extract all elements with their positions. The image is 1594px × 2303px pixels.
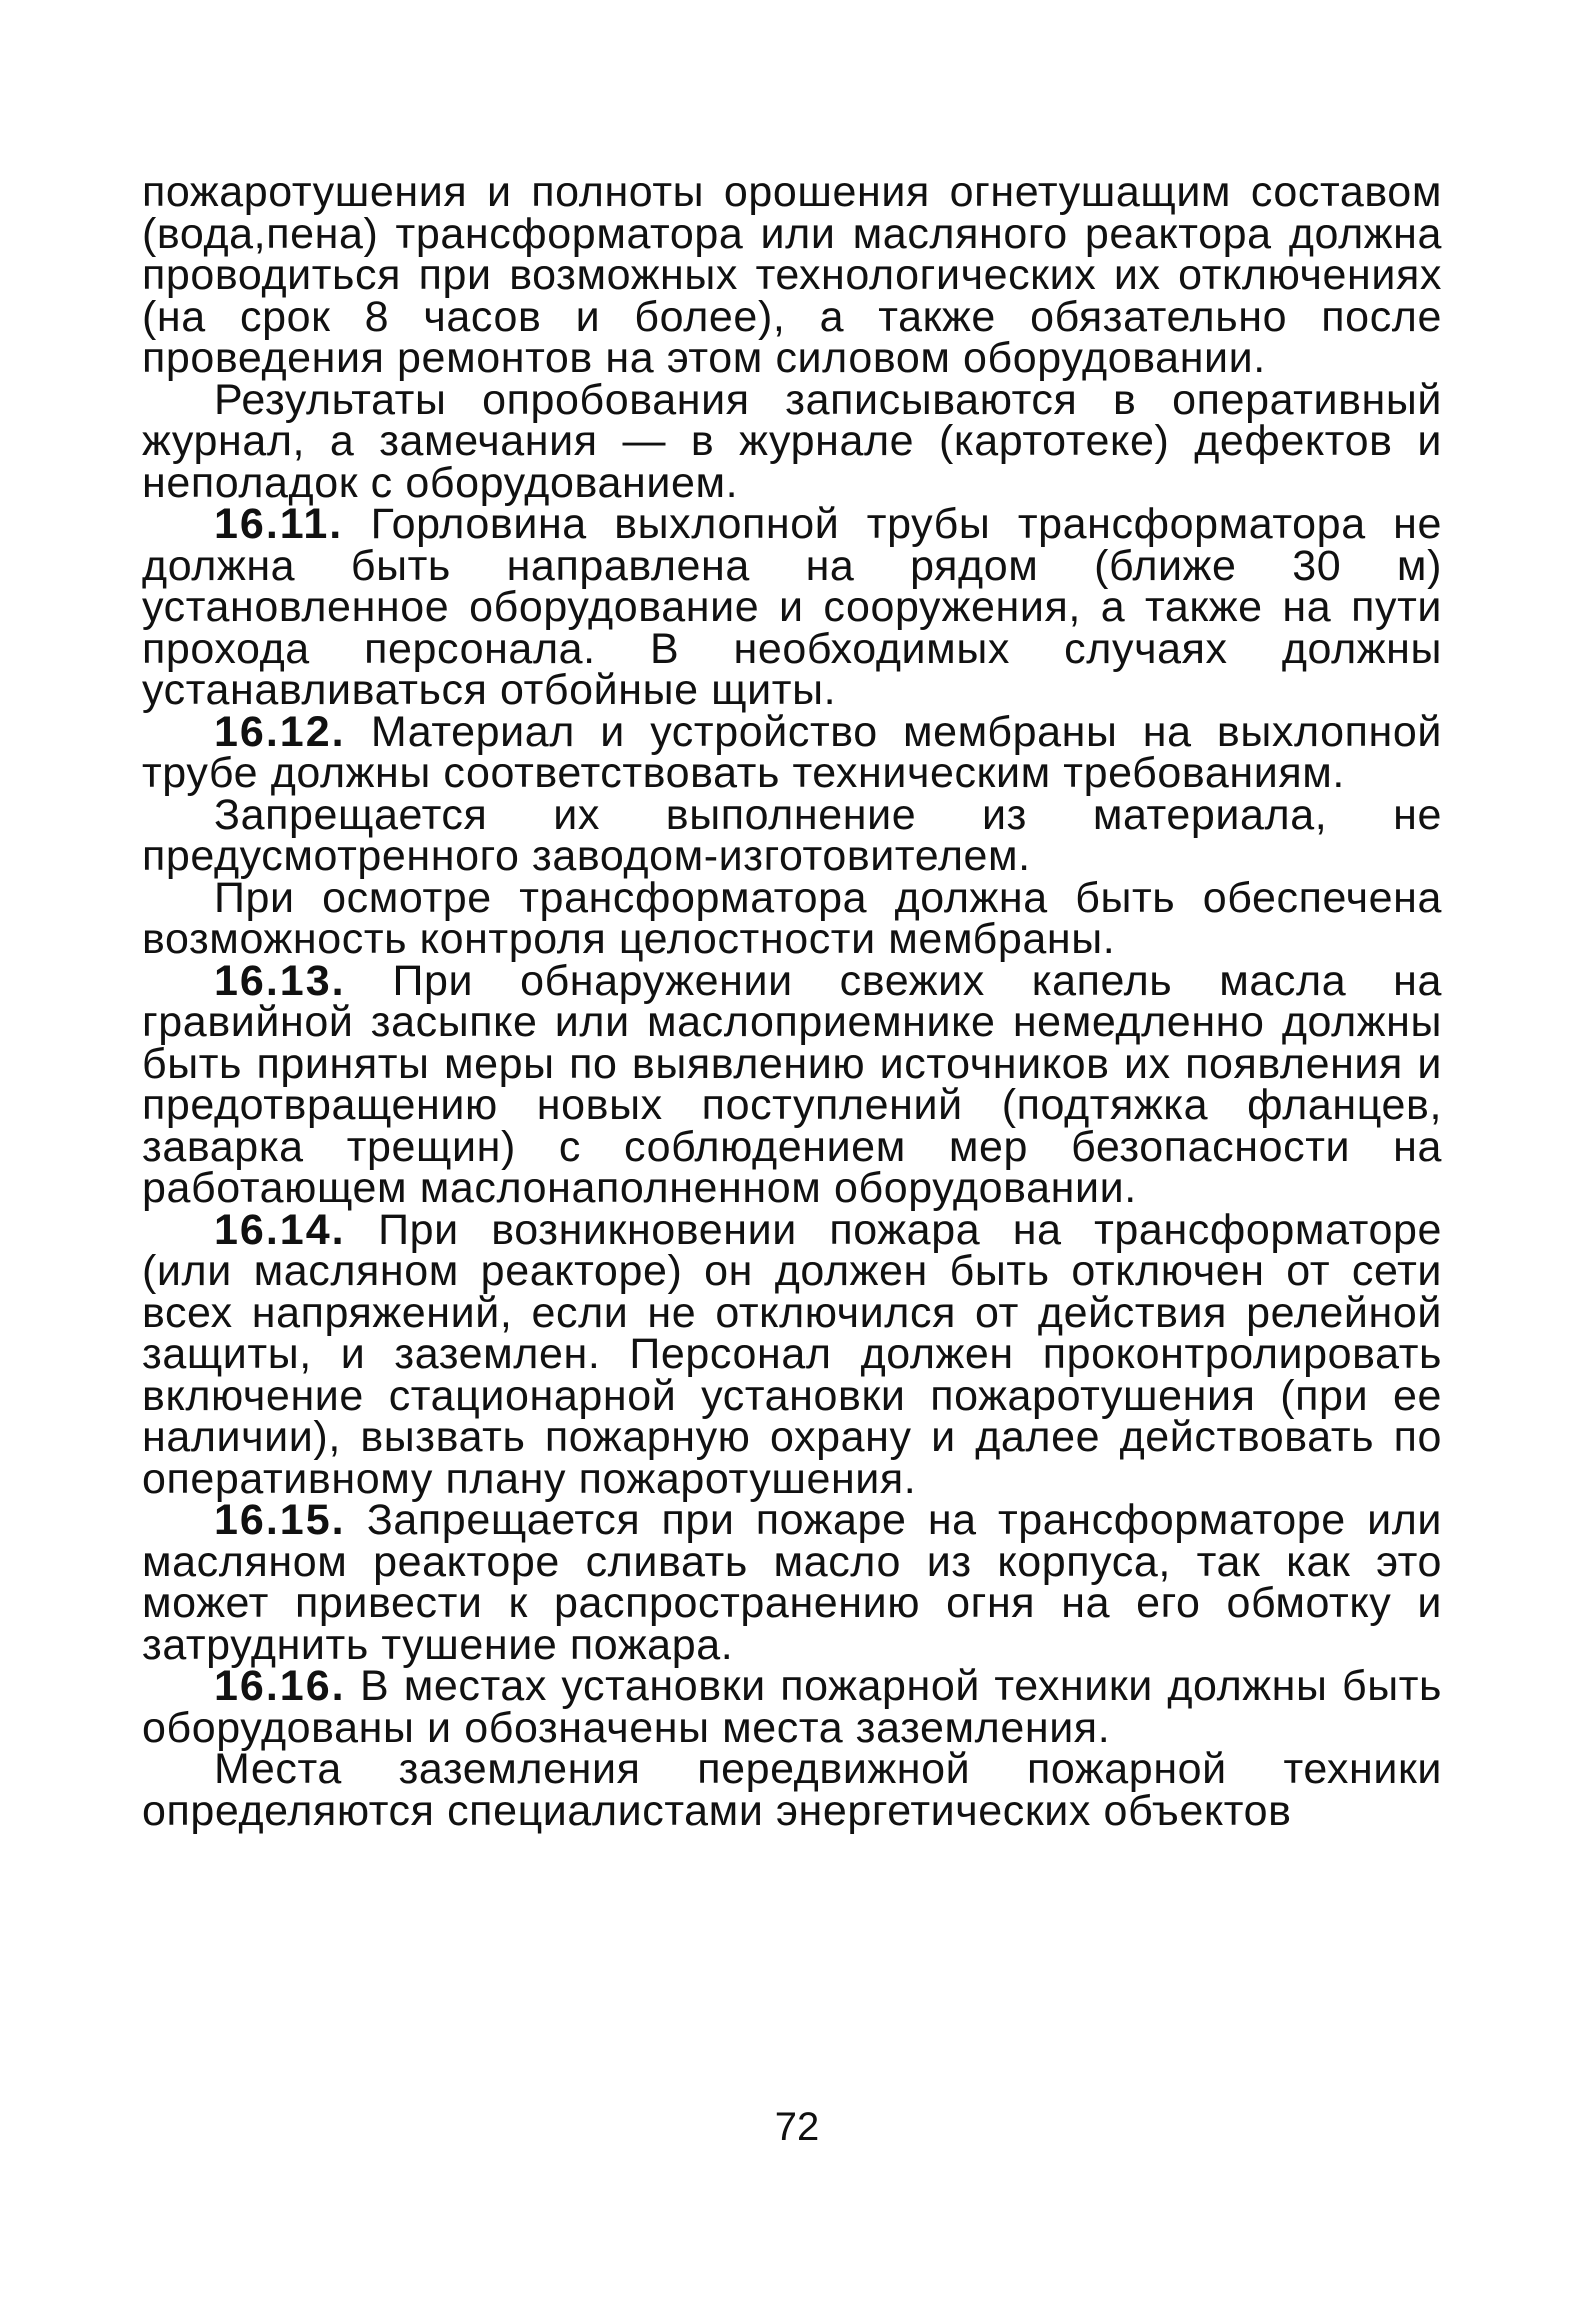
paragraph-text: Горловина выхлопной трубы трансформатора не должна быть направлена на рядом (ближе 30 м) установленное оборудование и сооружения, а также на пути прохода персонала. В необходимых случаях должны устанавливаться отбойные щиты. — [142, 500, 1443, 714]
paragraph-text: При обнаружении свежих капель масла на гравийной засыпке или маслоприемнике немедленно должны быть приняты меры по выявлению источников их появления и предотвращению новых поступлений (подтяжка фланцев, заварка трещин) с соблюдением мер безопасности на работающем маслонаполненном оборудовании. — [142, 956, 1443, 1212]
paragraph — [142, 873, 1442, 963]
paragraph-text: При осмотре трансформатора должна быть обеспечена возможность контроля целостности мембраны. — [142, 873, 1442, 963]
paragraph-continuation — [142, 168, 1442, 382]
paragraph-16-13 — [142, 956, 1443, 1212]
paragraph-16-16 — [142, 1662, 1442, 1752]
page-number: 72 — [774, 2105, 820, 2149]
paragraph-number: 16.12. — [214, 707, 346, 756]
paragraph-16-14 — [142, 1205, 1442, 1503]
paragraph-text: Места заземления передвижной пожарной техники определяются специалистами энергетических объектов — [142, 1745, 1442, 1835]
paragraph-number: 16.16. — [214, 1662, 346, 1710]
paragraph-16-11 — [142, 500, 1443, 714]
paragraph — [142, 1745, 1442, 1835]
paragraph-16-12 — [142, 707, 1443, 797]
paragraph-text: Результаты опробования записываются в оперативный журнал, а замечания — в журнале (картотеке) дефектов и неполадок с оборудованием. — [142, 375, 1442, 507]
paragraph — [142, 790, 1442, 880]
paragraph-text: Запрещается при пожаре на трансформаторе или масляном реакторе сливать масло из корпуса, так как это может привести к распространению огня на его обмотку и затруднить тушение пожара. — [142, 1496, 1443, 1669]
paragraph — [142, 375, 1442, 507]
paragraph-number: 16.15. — [214, 1496, 346, 1544]
paragraph-number: 16.11. — [214, 500, 344, 548]
paragraph-text: Материал и устройство мембраны на выхлопной трубе должны соответствовать техническим требованиям. — [142, 707, 1443, 797]
paragraph-text: При возникновении пожара на трансформаторе (или масляном реакторе) он должен быть отключен от сети всех напряжений, если не отключился от действия релейной защиты, и заземлен. Персонал должен проконтролировать включение стационарной установки пожаротушения (при ее наличии), вызвать пожарную охрану и далее действовать по оперативному плану пожаротушения. — [142, 1205, 1442, 1503]
page-body — [142, 168, 1443, 1835]
paragraph-text: Запрещается их выполнение из материала, не предусмотренного заводом-изготовителем. — [142, 790, 1442, 880]
paragraph-number: 16.13. — [214, 956, 346, 1005]
paragraph-text: пожаротушения и полноты орошения огнетушащим составом (вода,пена) трансформатора или масляного реактора должна проводиться при возможных технологических их отключениях (на срок 8 часов и более), а также обязательно после проведения ремонтов на этом силовом оборудовании. — [142, 168, 1442, 382]
paragraph-text: В местах установки пожарной техники должны быть оборудованы и обозначены места заземления. — [142, 1662, 1442, 1752]
paragraph-16-15 — [142, 1496, 1443, 1669]
paragraph-number: 16.14. — [214, 1205, 346, 1254]
